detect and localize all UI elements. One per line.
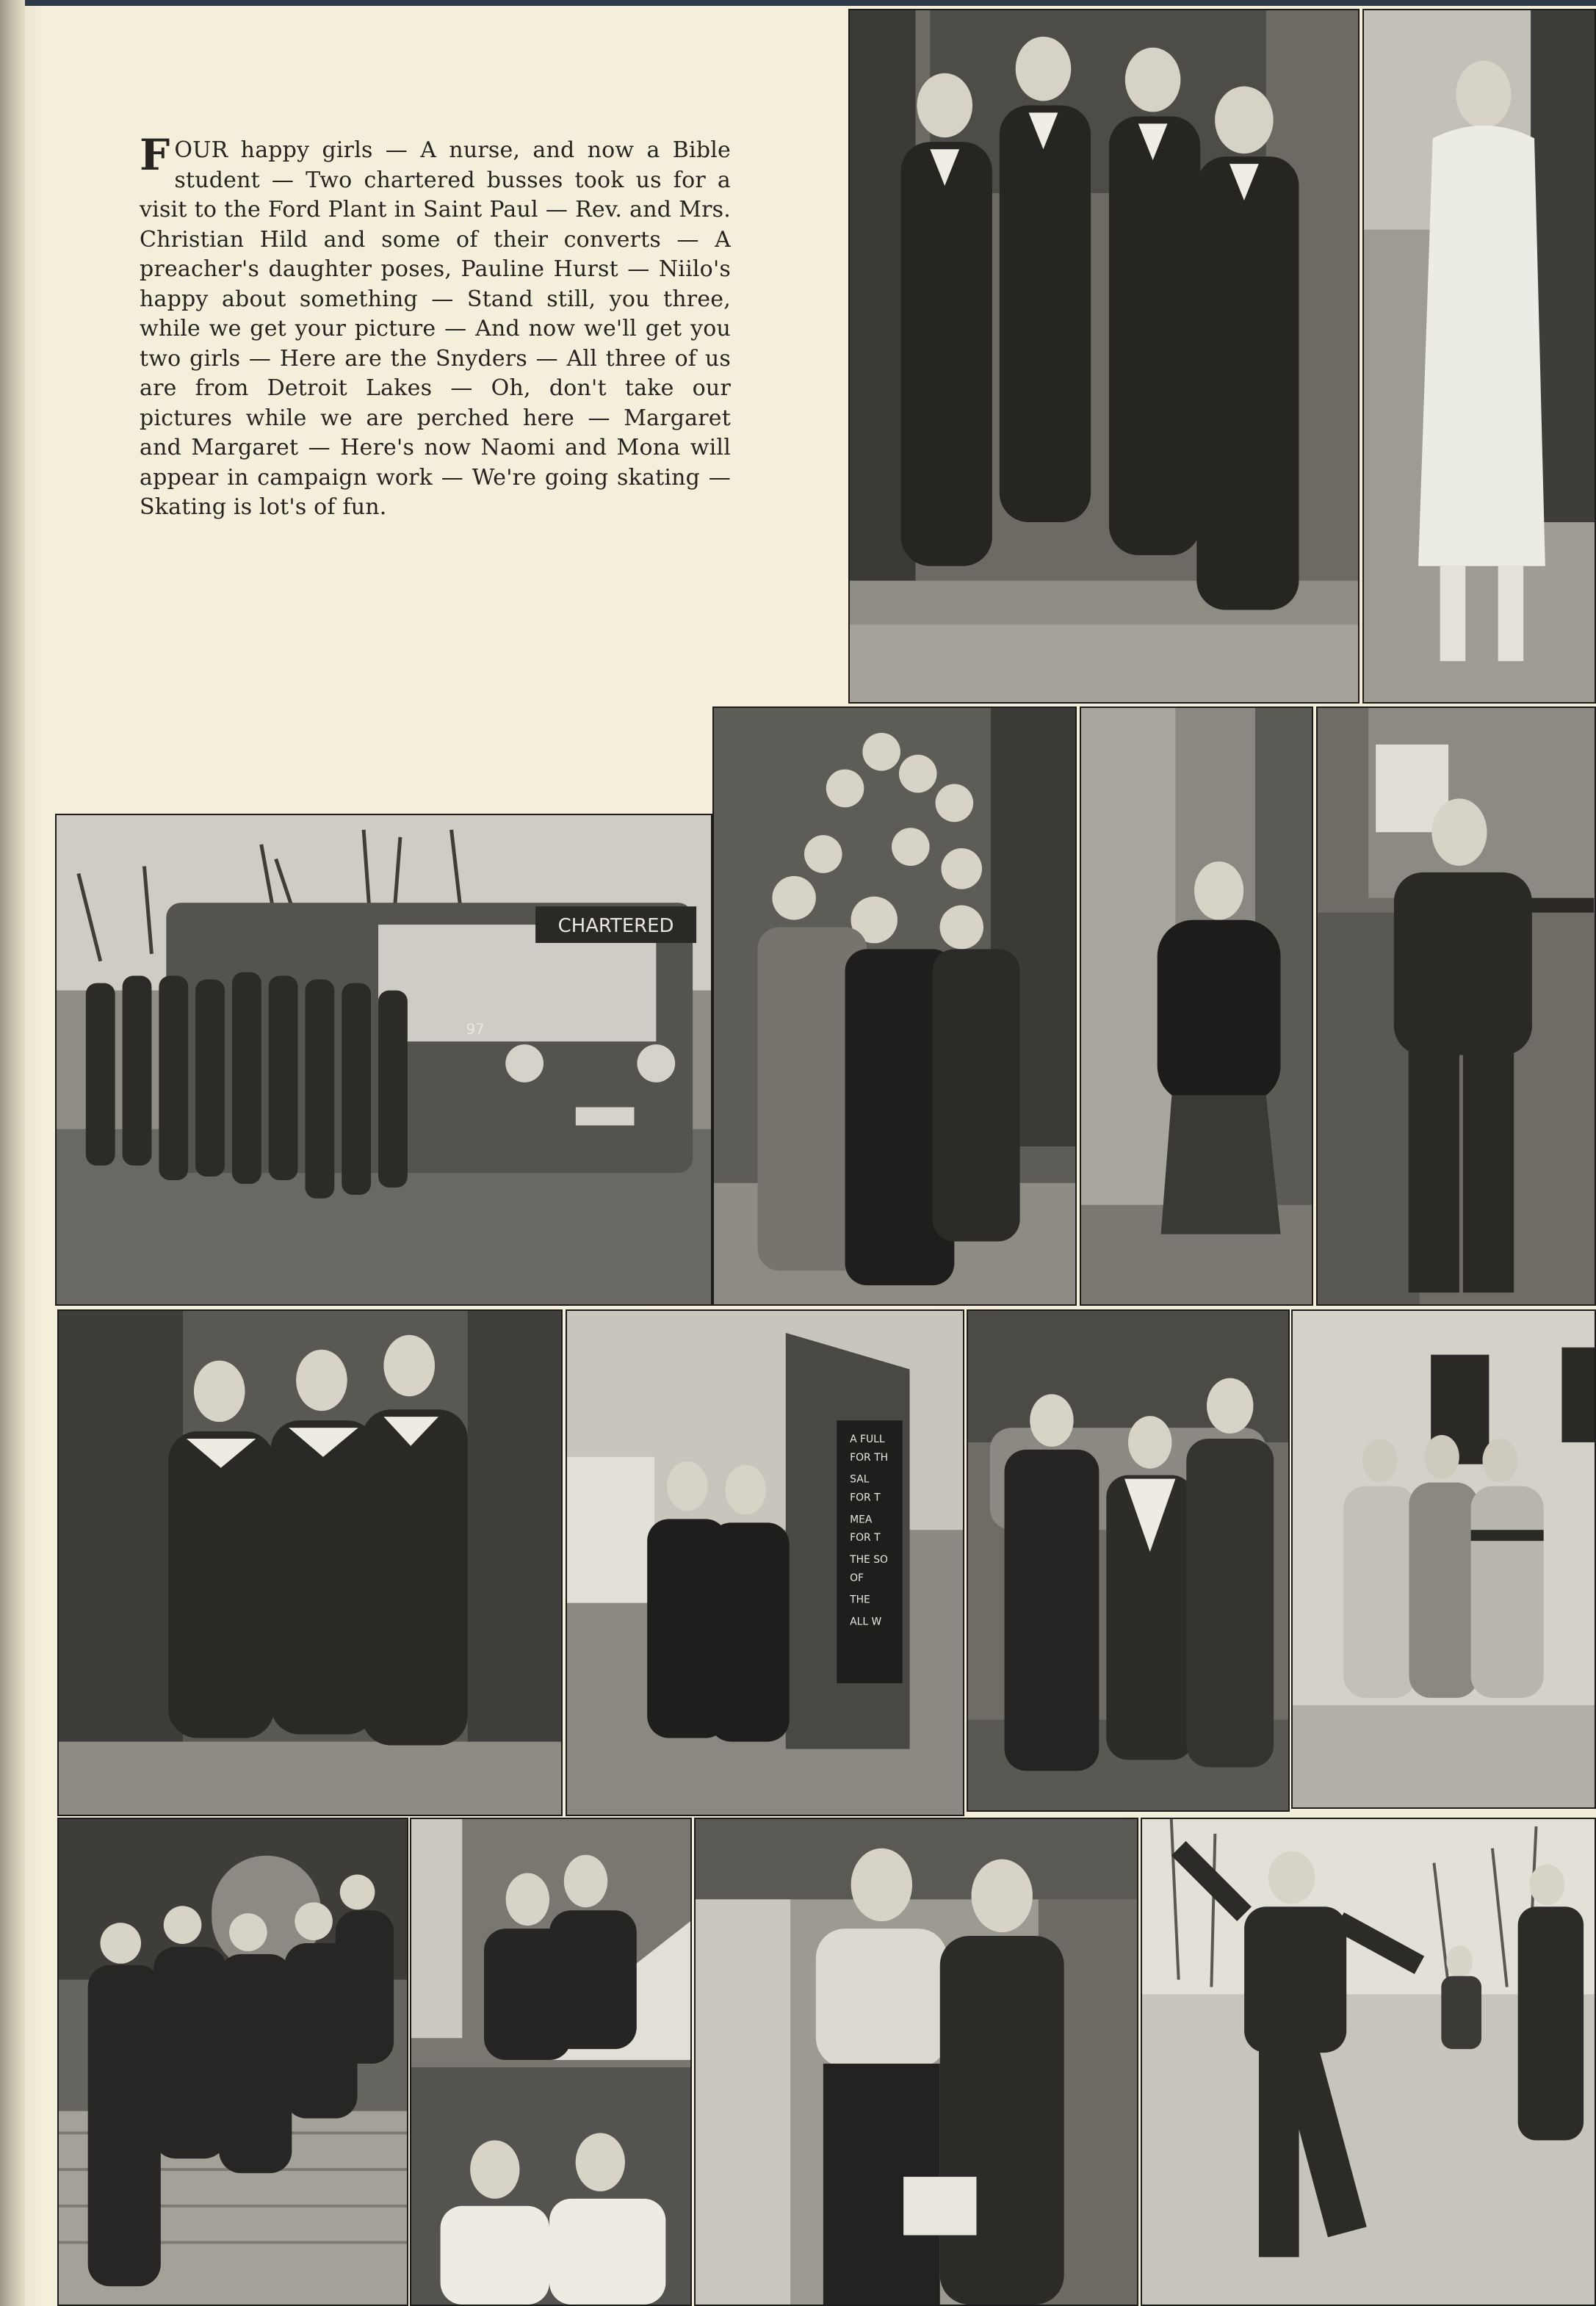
board-line-2: FOR TH bbox=[850, 1451, 889, 1464]
photo-perched-on-steps bbox=[57, 1818, 408, 2306]
drop-cap: F bbox=[140, 130, 170, 180]
caption-body: OUR happy girls — A nurse, and now a Bible student — Two chartered busses took us for a visit to the Ford Plant in Saint Paul — Rev. and Mrs. Christian Hild and some of their converts — A preacher's daughter poses, Pauline Hurst — Niilo's happy about something — Stand still, you three, while we get your picture — And now we'll get you two girls — Here are the Snyders — All three of us are from Detroit Lakes — Oh, don't take our pictures while we are perched here — Margaret and Margaret — Here's now Naomi and Mona will appear in campaign work — We're going skating — Skating is lot's of fun. bbox=[140, 137, 731, 520]
photo-skating bbox=[1141, 1818, 1596, 2306]
photo-detroit-lakes-trio bbox=[1291, 1309, 1596, 1809]
photo-niilo bbox=[1316, 706, 1596, 1306]
photo-four-girls bbox=[848, 9, 1360, 704]
board-line-10: ALL W bbox=[850, 1616, 882, 1628]
bus-destination-sign: CHARTERED bbox=[557, 915, 674, 938]
photo-nurse bbox=[1362, 9, 1596, 704]
photo-snyders bbox=[967, 1309, 1290, 1812]
caption-text bbox=[140, 130, 731, 523]
board-line-7: THE SO bbox=[850, 1553, 888, 1566]
board-line-9: THE bbox=[850, 1594, 870, 1606]
board-line-1: A FULL bbox=[850, 1433, 885, 1445]
top-edge bbox=[0, 0, 1596, 6]
board-line-8: OF bbox=[850, 1572, 864, 1584]
bus-number: 97 bbox=[466, 1021, 485, 1038]
photo-three-girls bbox=[57, 1309, 563, 1816]
board-line-3: SAL bbox=[850, 1473, 870, 1486]
photo-naomi-and-mona bbox=[694, 1818, 1138, 2306]
photo-rev-and-mrs-hild bbox=[712, 706, 1077, 1306]
photo-chartered-bus bbox=[55, 814, 712, 1306]
photo-pauline-hurst bbox=[1080, 706, 1313, 1306]
photo-two-girls-tabernacle bbox=[566, 1309, 964, 1816]
board-line-5: MEA bbox=[850, 1514, 873, 1526]
board-line-4: FOR T bbox=[850, 1492, 881, 1504]
page-binding bbox=[0, 0, 25, 2306]
board-line-6: FOR T bbox=[850, 1532, 881, 1544]
photo-margaret-and-margaret bbox=[410, 1818, 692, 2306]
